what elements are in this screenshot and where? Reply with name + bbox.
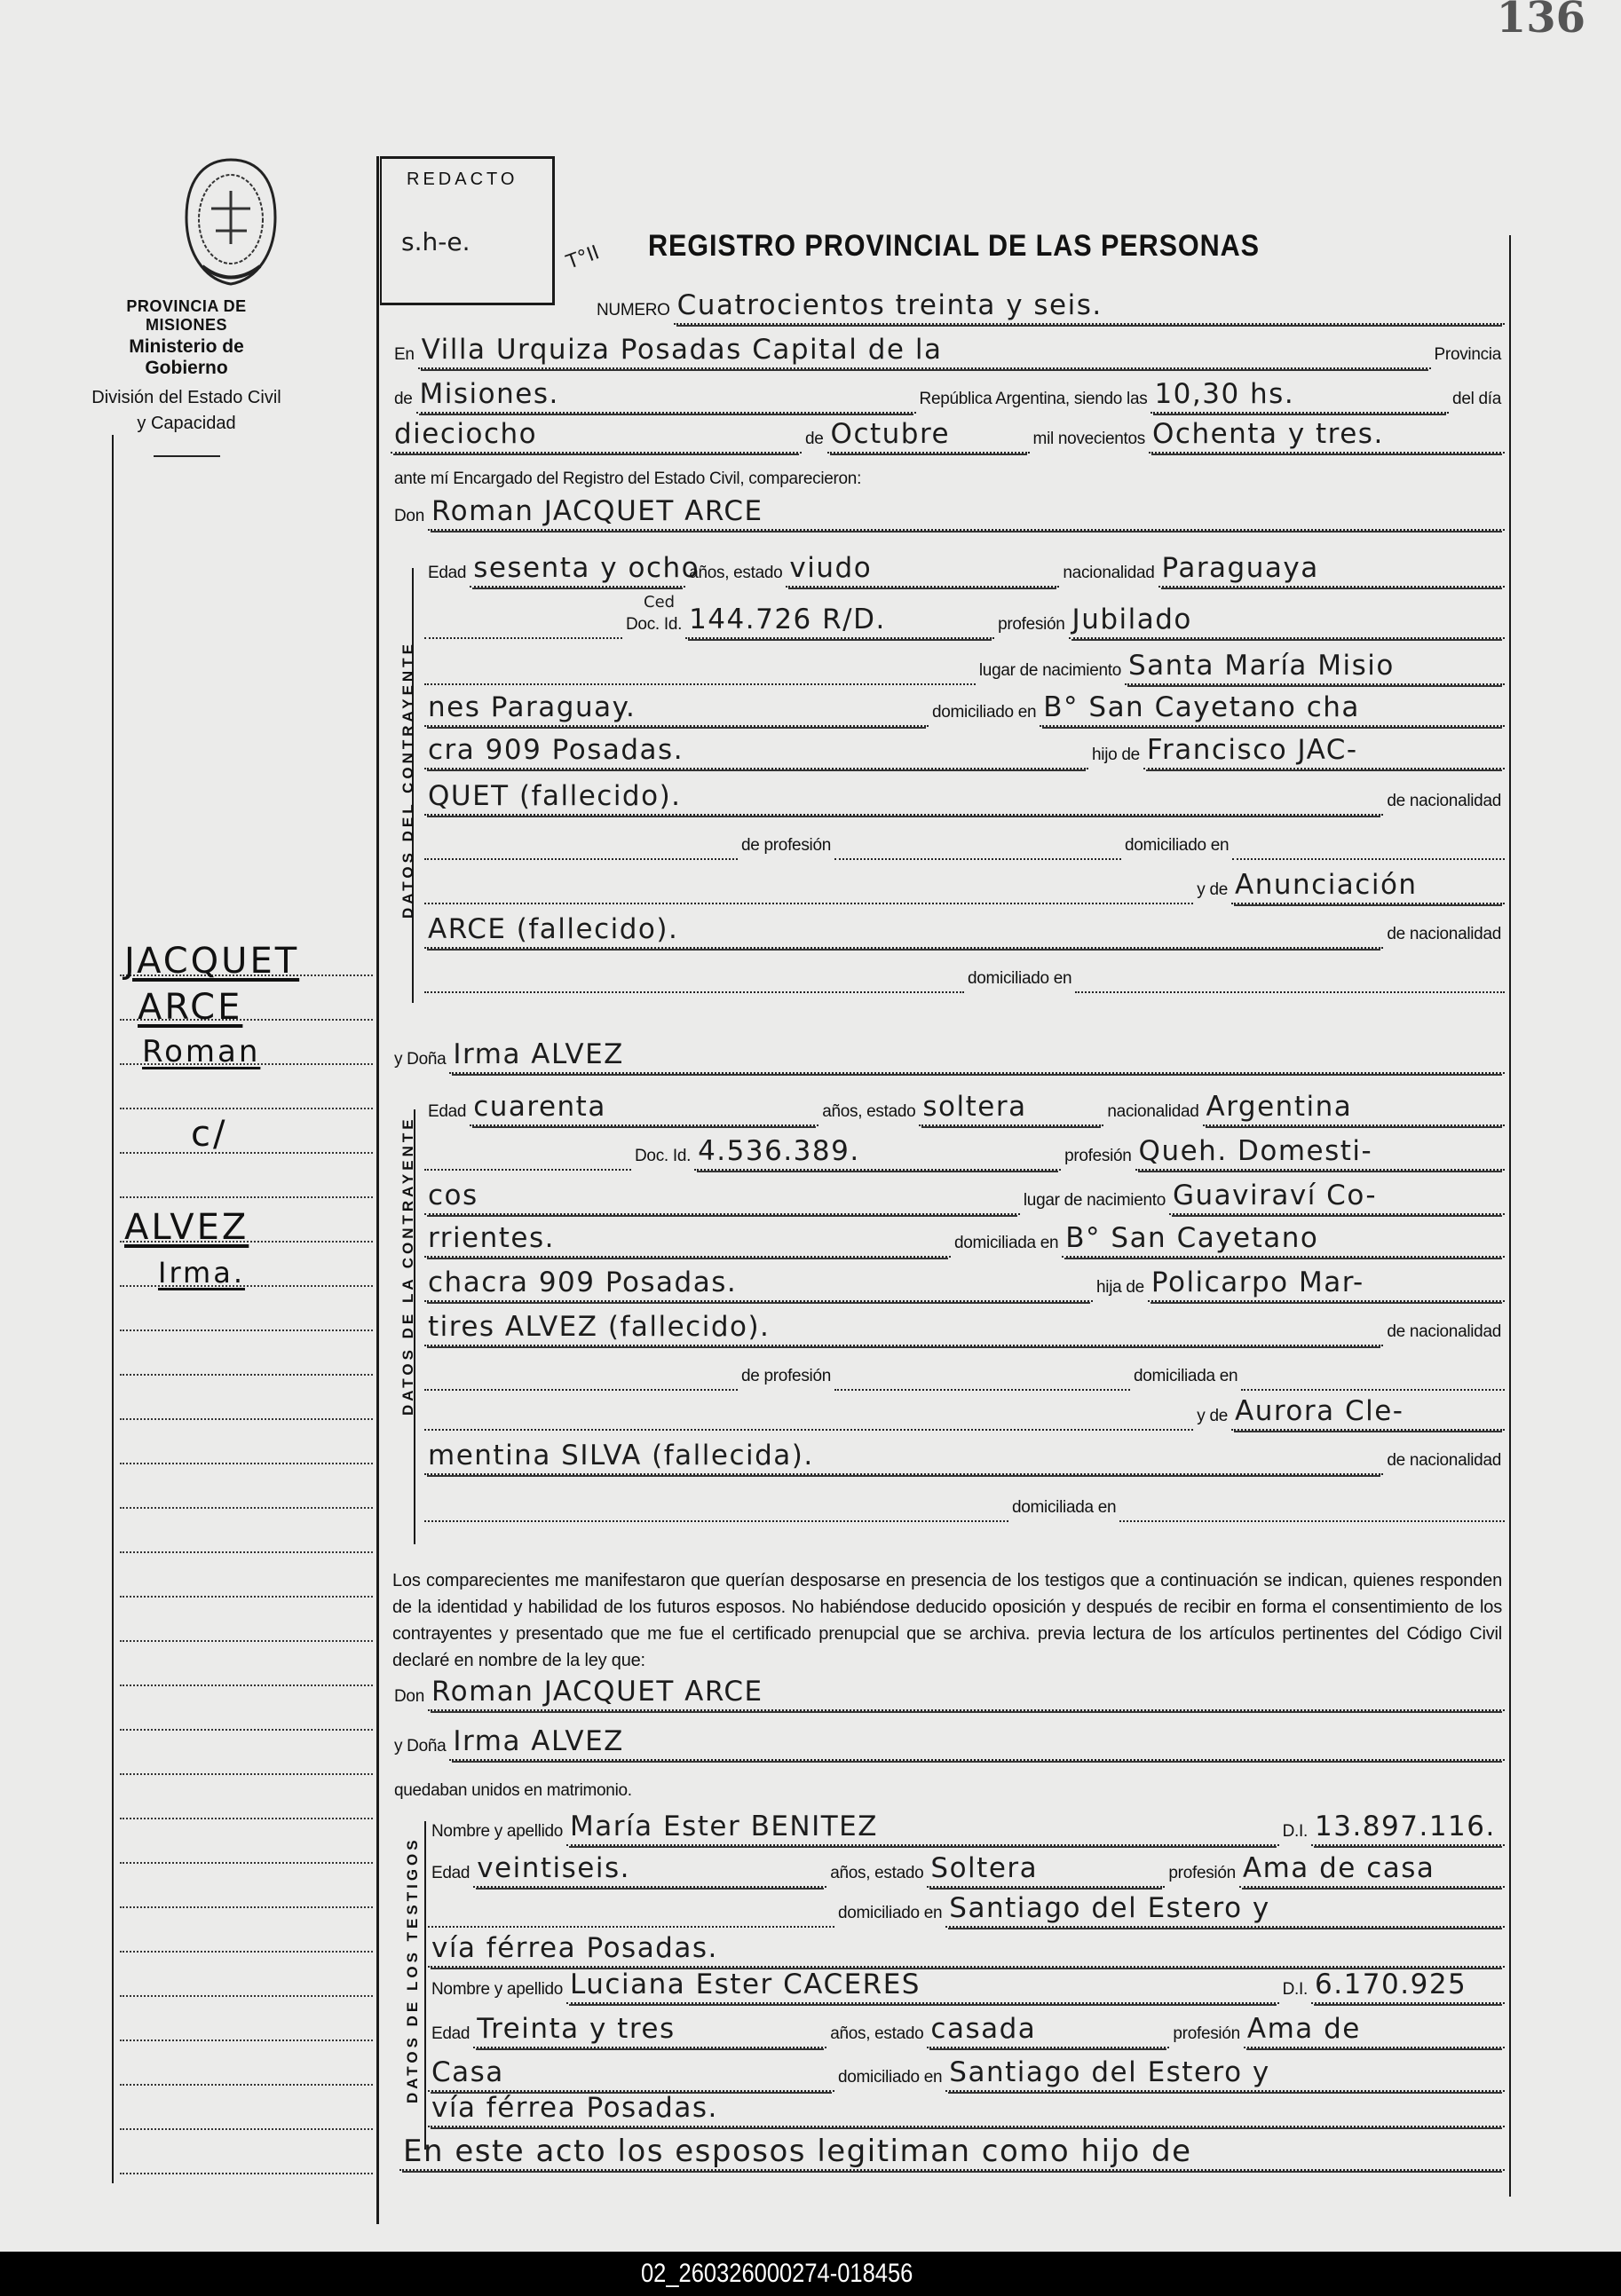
row-c-madre-dom <box>424 954 1505 993</box>
lugar-field-cont[interactable]: rrientes. <box>424 1220 951 1258</box>
lugar-label: lugar de nacimiento <box>978 661 1121 680</box>
estado-field[interactable]: soltera <box>919 1089 1103 1126</box>
witness-2-name-field[interactable]: Luciana Ester CACERES <box>566 1967 1279 2004</box>
margin-dotted-line <box>120 1596 373 1598</box>
org-division: División del Estado Civil <box>91 388 281 407</box>
margin-dotted-line <box>120 1906 373 1908</box>
padre-field[interactable]: Policarpo Mar- <box>1148 1265 1505 1302</box>
row-t1-dom-2 <box>428 1929 1505 1968</box>
republica-label: República Argentina, siendo las <box>919 390 1148 408</box>
ante-label: ante mí Encargado del Registro del Estado Civil, comparecieron: <box>394 469 862 488</box>
madre-field[interactable]: Aurora Cle- <box>1231 1393 1505 1431</box>
profesion-field[interactable]: Queh. Domesti- <box>1135 1133 1505 1171</box>
numero-field[interactable]: Cuatrocientos treinta y seis. <box>674 288 1505 325</box>
row-b-dom <box>424 1219 1505 1258</box>
row-don <box>391 492 1505 531</box>
section-label-contrayenta: DATOS DE LA CONTRAYENTE <box>399 1116 416 1416</box>
domicilio-label: domiciliada en <box>1012 1498 1117 1517</box>
row-c-dom <box>424 688 1505 727</box>
form-left-border <box>376 156 379 2224</box>
row-t2-edad <box>428 2009 1505 2048</box>
margin-name-1: JACQUET <box>124 941 300 982</box>
org-ministry: Ministerio de Gobierno <box>129 336 244 378</box>
bride-name-field[interactable]: Irma ALVEZ <box>449 1724 1505 1761</box>
row-union-don <box>391 1672 1505 1711</box>
witness-2-di-field[interactable]: 6.170.925 <box>1311 1967 1505 2004</box>
margin-name-3: Roman <box>142 1034 261 1069</box>
dona-label: y Doña <box>394 1050 447 1069</box>
estado-label: años, estado <box>822 1102 916 1121</box>
y-de-label: y de <box>1197 880 1228 899</box>
madre-field[interactable]: Anunciación <box>1231 867 1505 904</box>
nacionalidad-label: nacionalidad <box>1107 1102 1199 1121</box>
row-b-padre <box>424 1307 1505 1346</box>
month-field[interactable]: Octubre <box>827 416 1030 454</box>
margin-dotted-line <box>120 1418 373 1420</box>
witness-2-estado-field[interactable]: casada <box>927 2011 1169 2048</box>
witness-1-name-field[interactable]: María Ester BENITEZ <box>566 1809 1279 1846</box>
redacto-box <box>380 156 555 305</box>
di-label: D.I. <box>1282 1822 1308 1841</box>
blank-field[interactable] <box>834 858 1121 860</box>
margin-dotted-line <box>120 1374 373 1376</box>
province-field[interactable]: Misiones. <box>416 376 916 414</box>
padre-field[interactable]: Francisco JAC- <box>1143 732 1505 769</box>
domicilio-field[interactable]: B° San Cayetano <box>1062 1220 1505 1258</box>
witness-1-profesion-field[interactable]: Ama de casa <box>1239 1850 1505 1888</box>
org-province: PROVINCIA DE MISIONES <box>126 297 247 334</box>
estado-field[interactable]: viudo <box>786 550 1059 588</box>
row-union-dona <box>391 1722 1505 1761</box>
profesion-label: profesión <box>998 615 1065 634</box>
don-label: Don <box>394 507 424 525</box>
madre-field-cont[interactable]: mentina SILVA (fallecida). <box>424 1438 1383 1475</box>
mil-label: mil novecientos <box>1032 430 1145 448</box>
margin-dotted-line <box>120 1729 373 1731</box>
margin-dotted-line <box>120 1773 373 1775</box>
row-numero <box>391 286 1505 325</box>
domicilio-label: domiciliada en <box>1133 1367 1238 1385</box>
domicilio-label: domiciliada en <box>954 1234 1059 1252</box>
blank-field[interactable] <box>424 858 738 860</box>
don-label: Don <box>394 1687 424 1706</box>
margin-name-2: ARCE <box>138 987 243 1028</box>
margin-dotted-line <box>120 1995 373 1997</box>
margin-left-border <box>112 435 114 2183</box>
row-b-edad <box>424 1087 1505 1126</box>
edad-field[interactable]: cuarenta <box>470 1089 818 1126</box>
blank-field[interactable] <box>424 683 976 685</box>
estado-label: años, estado <box>689 564 783 582</box>
de-mes-label: de <box>805 430 824 448</box>
nacionalidad-label: nacionalidad <box>1063 564 1155 582</box>
row-t1-nombre <box>428 1807 1505 1846</box>
org-division-2: y Capacidad <box>137 414 236 433</box>
edad-label: Edad <box>428 564 467 582</box>
de-nacionalidad-label: de nacionalidad <box>1387 925 1501 943</box>
declaration-text: Los comparecientes me manifestaron que querían desposarse en presencia de los testigos que a continuación se indican, quienes responden de la identidad y habilidad de los futuros esposos. No habiéndose deducido oposición y después de recibir en forma el consentimiento de los contrayentes y presentado que me fue el certificado prenupcial que se archiva. previa lectura de los artículos pertinentes del Código Civil declaré en nombre de la ley que: <box>392 1571 1502 1670</box>
blank-field[interactable] <box>1241 1389 1505 1391</box>
row-closing <box>399 2132 1505 2171</box>
row-quedaban <box>391 1766 1505 1805</box>
margin-dotted-line <box>120 2084 373 2086</box>
blank-field[interactable] <box>428 1926 834 1928</box>
hour-field[interactable]: 10,30 hs. <box>1151 376 1449 414</box>
witness-1-domicilio-field[interactable]: Santiago del Estero y <box>945 1890 1505 1928</box>
blank-field[interactable] <box>424 991 964 993</box>
domicilio-field-cont[interactable]: cra 909 Posadas. <box>424 732 1088 769</box>
edad-label: Edad <box>428 1102 467 1121</box>
section-label-contrayente: DATOS DEL CONTRAYENTE <box>399 641 416 919</box>
row-b-madre-2 <box>424 1436 1505 1475</box>
madre-field-cont[interactable]: ARCE (fallecido). <box>424 911 1383 949</box>
margin-dotted-line <box>120 2040 373 2041</box>
footer-bar <box>0 2252 1621 2296</box>
domicilio-field-cont[interactable]: chacra 909 Posadas. <box>424 1265 1093 1302</box>
witness-1-estado-field[interactable]: Soltera <box>927 1850 1165 1888</box>
y-de-label: y de <box>1197 1407 1228 1425</box>
blank-field[interactable] <box>1232 858 1505 860</box>
lugar-field-cont[interactable]: nes Paraguay. <box>424 690 929 727</box>
day-field[interactable]: dieciocho <box>391 416 802 454</box>
row-b-padre-prof <box>424 1352 1505 1391</box>
row-c-edad <box>424 548 1505 588</box>
estado-label: años, estado <box>830 1864 924 1882</box>
row-c-madre <box>424 865 1505 904</box>
margin-dotted-line <box>120 1951 373 1953</box>
tomo-annotation: T°II <box>563 241 603 274</box>
profesion-label: profesión <box>1173 2024 1240 2043</box>
groom-name-field[interactable]: Roman JACQUET ARCE <box>428 493 1505 531</box>
row-t2-nombre <box>428 1965 1505 2004</box>
di-label: D.I. <box>1282 1980 1308 1999</box>
province-seal-icon <box>176 155 287 288</box>
form-right-border <box>1509 235 1511 2197</box>
footer-id: 02_260326000274-018456 <box>641 2259 913 2288</box>
padre-field-cont[interactable]: tires ALVEZ (fallecido). <box>424 1309 1383 1346</box>
margin-dotted-line <box>120 1108 373 1109</box>
domicilio-label: domiciliado en <box>932 703 1037 722</box>
closing-field[interactable]: En este acto los esposos legitiman como hijo de <box>399 2134 1505 2171</box>
doc-field[interactable]: 4.536.389. <box>694 1133 1061 1171</box>
margin-dotted-line <box>120 2128 373 2130</box>
numero-label: NUMERO <box>597 301 670 320</box>
row-c-madre-2 <box>424 910 1505 949</box>
nacionalidad-field[interactable]: Argentina <box>1203 1089 1505 1126</box>
row-dona <box>391 1035 1505 1074</box>
blank-field[interactable] <box>1075 991 1505 993</box>
margin-dotted-line <box>120 1685 373 1686</box>
domicilio-label: domiciliado en <box>968 969 1072 988</box>
row-fecha <box>391 414 1505 454</box>
domicilio-label: domiciliado en <box>1124 836 1230 855</box>
profesion-label: profesión <box>1064 1147 1132 1165</box>
edad-label: Edad <box>431 1864 470 1882</box>
margin-dotted-line <box>120 1640 373 1642</box>
de-nacionalidad-label: de nacionalidad <box>1387 1322 1501 1341</box>
hijo-label: hijo de <box>1092 746 1140 764</box>
row-t1-dom <box>428 1889 1505 1928</box>
groom-name-field[interactable]: Roman JACQUET ARCE <box>428 1674 1505 1711</box>
witness-1-domicilio-field-cont[interactable]: vía férrea Posadas. <box>428 1930 1505 1968</box>
row-c-hijo <box>424 730 1505 769</box>
blank-field[interactable] <box>424 1169 631 1171</box>
witness-2-domicilio-field[interactable]: Santiago del Estero y <box>945 2055 1505 2092</box>
lugar-field[interactable]: Guaviraví Co- <box>1169 1178 1505 1215</box>
blank-field[interactable] <box>424 637 622 639</box>
row-en <box>391 330 1505 369</box>
section-line-testigos <box>424 1821 426 2150</box>
margin-dotted-line <box>120 1551 373 1553</box>
en-label: En <box>394 345 415 364</box>
profesion-field[interactable]: Jubilado <box>1069 602 1505 639</box>
lugar-label: lugar de nacimiento <box>1023 1191 1166 1210</box>
ced-annotation: Ced <box>644 593 676 611</box>
blank-field[interactable] <box>424 903 1193 904</box>
doc-label: Doc. Id. <box>635 1147 692 1165</box>
nombre-label: Nombre y apellido <box>431 1980 564 1999</box>
lugar-field[interactable]: Santa María Misio <box>1125 648 1505 685</box>
redacto-label: REDACTO <box>407 170 518 189</box>
blank-field[interactable] <box>834 1389 1130 1391</box>
blank-field[interactable] <box>424 1389 738 1391</box>
margin-name-4: c/ <box>191 1114 228 1155</box>
redacto-value: s.h-e. <box>401 227 470 256</box>
row-b-madre-dom <box>424 1483 1505 1522</box>
de-nacionalidad-label: de nacionalidad <box>1387 792 1501 810</box>
margin-dotted-line <box>120 2173 373 2174</box>
blank-field[interactable] <box>424 1520 1008 1522</box>
blank-field[interactable] <box>1119 1520 1505 1522</box>
place-field[interactable]: Villa Urquiza Posadas Capital de la <box>418 332 1431 369</box>
de-profesion-label: de profesión <box>741 836 831 855</box>
profesion-field-cont[interactable]: cos <box>424 1178 1020 1215</box>
blank-field[interactable] <box>424 1429 1193 1431</box>
profesion-label: profesión <box>1168 1864 1236 1882</box>
margin-dotted-line <box>120 1507 373 1509</box>
margin-dotted-line <box>120 1463 373 1464</box>
nacionalidad-field[interactable]: Paraguaya <box>1158 550 1505 588</box>
witness-2-profesion-field-cont[interactable]: Casa <box>428 2055 834 2092</box>
row-t2-dom <box>428 2053 1505 2092</box>
row-t2-dom-2 <box>428 2088 1505 2127</box>
de-nacionalidad-label: de nacionalidad <box>1387 1451 1501 1470</box>
row-c-doc <box>424 600 1505 639</box>
padre-field-cont[interactable]: QUET (fallecido). <box>424 778 1383 816</box>
section-label-testigos: DATOS DE LOS TESTIGOS <box>404 1836 421 2103</box>
de-profesion-label: de profesión <box>741 1367 831 1385</box>
margin-name-6: Irma. <box>158 1256 245 1290</box>
row-ante <box>391 454 1505 493</box>
domicilio-label: domiciliado en <box>838 1904 943 1922</box>
row-t1-edad <box>428 1849 1505 1888</box>
row-b-madre <box>424 1392 1505 1431</box>
margin-dotted-line <box>120 1862 373 1864</box>
row-c-lugar <box>424 646 1505 685</box>
witness-2-domicilio-field-cont[interactable]: vía férrea Posadas. <box>428 2090 1505 2127</box>
quedaban-text: quedaban unidos en matrimonio. <box>394 1781 632 1800</box>
witness-1-edad-field[interactable]: veintiseis. <box>473 1850 826 1888</box>
doc-label: Doc. Id. <box>626 615 683 634</box>
row-b-lugar <box>424 1176 1505 1215</box>
margin-dotted-line <box>120 1818 373 1819</box>
estado-label: años, estado <box>830 2024 924 2043</box>
domicilio-field[interactable]: B° San Cayetano cha <box>1040 690 1505 727</box>
nombre-label: Nombre y apellido <box>431 1822 564 1841</box>
edad-label: Edad <box>431 2024 470 2043</box>
page-title: REGISTRO PROVINCIAL DE LAS PERSONAS <box>648 229 1260 263</box>
margin-dotted-line <box>120 1152 373 1154</box>
divider <box>154 455 220 457</box>
year-field[interactable]: Ochenta y tres. <box>1149 416 1505 454</box>
row-c-padre <box>424 777 1505 816</box>
provincia-label: Provincia <box>1434 345 1501 364</box>
bride-name-field[interactable]: Irma ALVEZ <box>449 1037 1505 1074</box>
witness-2-edad-field[interactable]: Treinta y tres <box>473 2011 826 2048</box>
dona-label: y Doña <box>394 1737 447 1756</box>
hija-label: hija de <box>1096 1278 1144 1297</box>
row-b-doc <box>424 1132 1505 1171</box>
row-c-padre-prof <box>424 821 1505 860</box>
domicilio-label: domiciliado en <box>838 2068 943 2087</box>
row-b-hija <box>424 1263 1505 1302</box>
witness-1-di-field[interactable]: 13.897.116. <box>1311 1809 1505 1846</box>
doc-field[interactable]: 144.726 R/D. <box>685 602 994 639</box>
page-number: 136 <box>1496 0 1585 43</box>
witness-2-profesion-field[interactable]: Ama de <box>1244 2011 1505 2048</box>
del-dia-label: del día <box>1452 390 1501 408</box>
row-provincia <box>391 375 1505 414</box>
de-label: de <box>394 390 413 408</box>
margin-dotted-line <box>120 1196 373 1198</box>
margin-dotted-line <box>120 1329 373 1331</box>
margin-name-5: ALVEZ <box>124 1207 249 1248</box>
edad-field[interactable]: sesenta y ocho <box>470 550 685 588</box>
